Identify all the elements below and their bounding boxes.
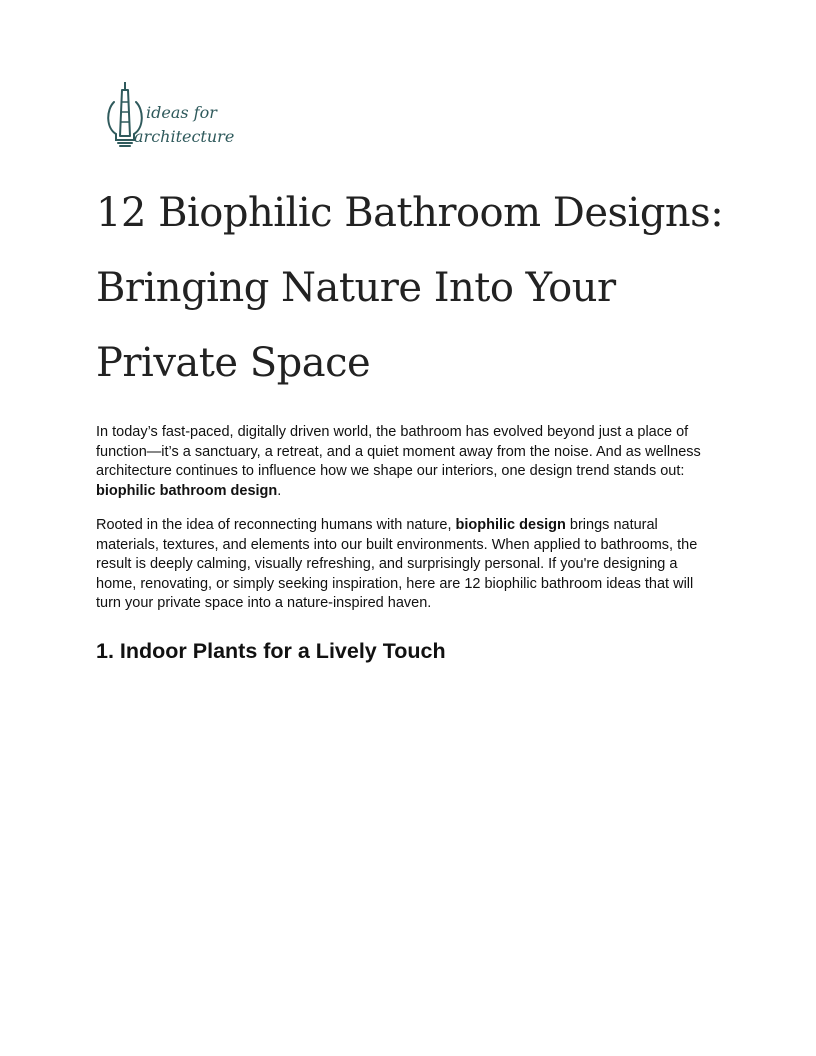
title-line-1: 12 Biophilic Bathroom Designs: xyxy=(96,190,724,236)
intro-p2-text: brings natural materials, textures, and elements into our built environments. When applied to bathrooms, the result is deeply calming, visually refreshing, and surprisingly personal. If you're designing a home, renovating, or simply seeking inspiration, here are 12 biophilic bathroom ideas that will turn your private space into a nature-inspired haven. xyxy=(96,517,698,611)
logo-text-line2: architecture xyxy=(134,127,235,146)
lighthouse-lightbulb-icon xyxy=(104,80,235,148)
page-title xyxy=(96,176,736,401)
intro-p1-end: . xyxy=(277,482,282,499)
intro-p2-bold: biophilic design xyxy=(455,517,566,533)
title-line-3: Private Space xyxy=(96,340,371,386)
intro-paragraph-2 xyxy=(96,516,720,614)
intro-p1-text: In today’s fast-paced, digitally driven world, the bathroom has evolved beyond just a place of function—it’s a sanctuary, a retreat, and a quiet moment away from the noise. And as wellness architecture continues to influence how we shape our interiors, one design trend stands out: xyxy=(96,424,701,479)
section-heading-1: 1. Indoor Plants for a Lively Touch xyxy=(96,639,446,663)
logo-text-line1: ideas for xyxy=(146,103,217,122)
intro-p1-bold: biophilic bathroom design xyxy=(96,482,278,499)
title-line-2: Bringing Nature Into Your xyxy=(96,265,616,311)
site-logo[interactable] xyxy=(104,80,235,148)
intro-p2-start: Rooted in the idea of reconnecting humans with nature, xyxy=(96,517,456,533)
intro-paragraph-1 xyxy=(96,423,720,501)
